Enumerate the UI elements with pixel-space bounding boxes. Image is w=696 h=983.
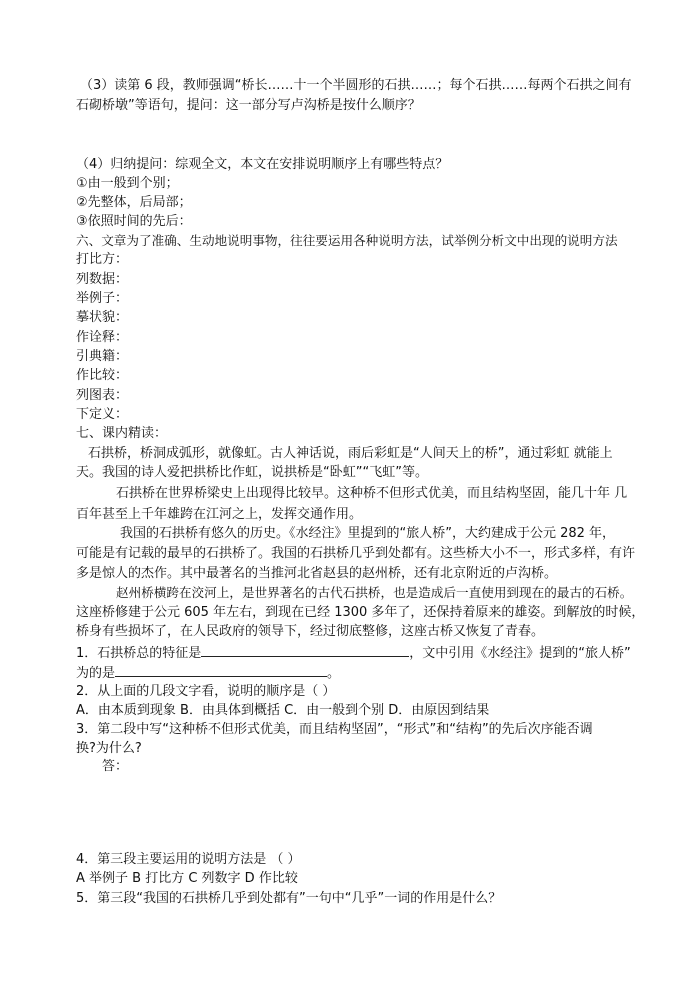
- method-8: 列图表：: [76, 388, 129, 403]
- method-9: 下定义：: [76, 407, 129, 422]
- method-7: 作比较：: [76, 368, 129, 383]
- question-4-options: A 举例子 B 打比方 C 列数字 D 作比较: [76, 871, 298, 886]
- question-4: 4．第三段主要运用的说明方法是 （ ）: [76, 852, 301, 867]
- answer-blank-1[interactable]: [201, 644, 409, 657]
- question-1-stem-cont: ，文中引用《水经注》提到的“旅人桥”: [409, 646, 631, 661]
- passage-p4-line2: 这座桥修建于公元 605 年左右，到现在已经 1300 多年了，还保持着原来的雄姿。到解放的时候，: [76, 605, 645, 620]
- question-3-line1: 3．第二段中写“这种桥不但形式优美，而且结构坚固”，“形式”和“结构”的先后次序能否调: [76, 722, 593, 737]
- passage-p2-line2: 百年甚至上千年雄跨在江河之上，发挥交通作用。: [76, 507, 363, 522]
- q3-line2: 石砌桥墩”等语句，提问：这一部分写卢沟桥是按什么顺序？: [76, 98, 421, 113]
- question-1-end: 。: [327, 666, 341, 681]
- passage-p3-line2: 可能是有记载的最早的石拱桥了。我国的石拱桥几乎到处都有。这些桥大小不一，形式多样，有许: [76, 546, 636, 561]
- question-2-options: A．由本质到现象 B．由具体到概括 C．由一般到个别 D．由原因到结果: [76, 703, 490, 718]
- sec7-title: 七、课内精读：: [76, 426, 168, 441]
- q4-item-1: ①由一般到个别；: [76, 176, 179, 191]
- q3-line1: （3）读第 6 段，教师强调“桥长……十一个半圆形的石拱……；每个石拱……每两个石拱之间有: [80, 78, 632, 93]
- method-5: 作诠释：: [76, 330, 129, 345]
- question-1-purpose-label: 为的是: [76, 666, 116, 681]
- question-1-stem: 1．石拱桥总的特征是: [76, 646, 202, 661]
- passage-p1-line1: 石拱桥，桥洞成弧形，就像虹。古人神话说，雨后彩虹是“人间天上的桥”，通过彩虹 就能上: [88, 446, 613, 461]
- question-2: 2．从上面的几段文字看，说明的顺序是（ ）: [76, 684, 336, 699]
- question-5: 5．第三段“我国的石拱桥几乎到处都有”一句中“几乎”一词的作用是什么？: [76, 891, 502, 906]
- passage-p4-line1: 赵州桥横跨在洨河上，是世界著名的古代石拱桥，也是造成后一直使用到现在的最古的石桥。: [116, 585, 633, 600]
- q4-item-3: ③依照时间的先后：: [76, 214, 192, 229]
- answer-blank-2[interactable]: [115, 664, 327, 677]
- sec6-title: 六、文章为了准确、生动地说明事物，往往要运用各种说明方法，试举例分析文中出现的说明方法: [76, 233, 618, 248]
- passage-p3-line1: 我国的石拱桥有悠久的历史。《水经注》里提到的“旅人桥”，大约建成于公元 282 年，: [120, 526, 616, 541]
- passage-p4-line3: 桥身有些损坏了，在人民政府的领导下，经过彻底整修，这座古桥又恢复了青春。: [76, 624, 545, 639]
- passage-p3-line3: 多是惊人的杰作。其中最著名的当推河北省赵县的赵州桥，还有北京附近的卢沟桥。: [76, 566, 558, 581]
- method-1: 打比方：: [76, 252, 129, 267]
- method-4: 摹状貌：: [76, 310, 129, 325]
- question-1-line2: [76, 664, 340, 682]
- method-3: 举例子：: [76, 291, 129, 306]
- passage-p2-line1: 石拱桥在世界桥梁史上出现得比较早。这种桥不但形式优美，而且结构坚固，能几十年 几: [116, 486, 628, 501]
- q4-prompt: （4）归纳提问：综观全文，本文在安排说明顺序上有哪些特点？: [76, 157, 449, 172]
- q4-item-2: ②先整体，后局部；: [76, 195, 192, 210]
- method-2: 列数据：: [76, 272, 129, 287]
- question-1-line1: [76, 644, 631, 662]
- method-6: 引典籍：: [76, 349, 129, 364]
- question-3-line2: 换?为什么?: [76, 741, 142, 756]
- question-3-answer-label: 答：: [102, 759, 129, 774]
- passage-p1-line2: 天。我国的诗人爱把拱桥比作虹，说拱桥是“卧虹”“飞虹”等。: [76, 465, 428, 480]
